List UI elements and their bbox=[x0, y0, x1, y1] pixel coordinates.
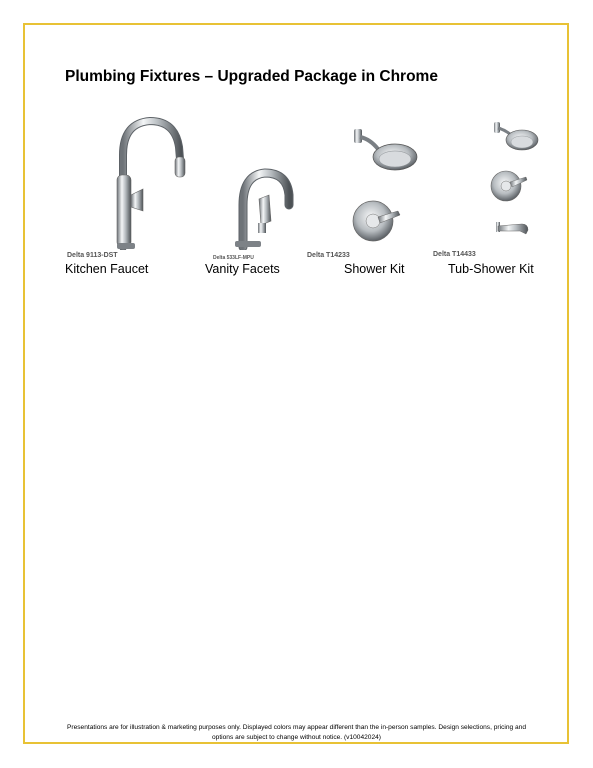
tub-shower-kit-icon bbox=[480, 118, 550, 248]
disclaimer-footer bbox=[40, 723, 553, 743]
model-number: Delta 533LF-MPU bbox=[213, 255, 254, 261]
vanity-faucet-icon bbox=[225, 165, 305, 250]
fixture-label: Tub-Shower Kit bbox=[448, 262, 534, 276]
fixture-label: Shower Kit bbox=[344, 262, 405, 276]
shower-kit-icon bbox=[340, 125, 420, 255]
disclaimer-line: Presentations are for illustration & marketing purposes only. Displayed colors may appear different than the in-person samples. Design selections, pricing and bbox=[67, 724, 526, 731]
kitchen-faucet-icon bbox=[105, 115, 195, 250]
model-number: Delta 9113-DST bbox=[67, 252, 118, 259]
model-number: Delta T14433 bbox=[433, 251, 476, 258]
model-number: Delta T14233 bbox=[307, 252, 350, 259]
fixture-label: Kitchen Faucet bbox=[65, 262, 149, 276]
page-title: Plumbing Fixtures – Upgraded Package in Chrome bbox=[65, 68, 438, 85]
disclaimer-line: options are subject to change without notice. (v10042024) bbox=[212, 734, 381, 741]
fixture-label: Vanity Facets bbox=[205, 262, 280, 276]
